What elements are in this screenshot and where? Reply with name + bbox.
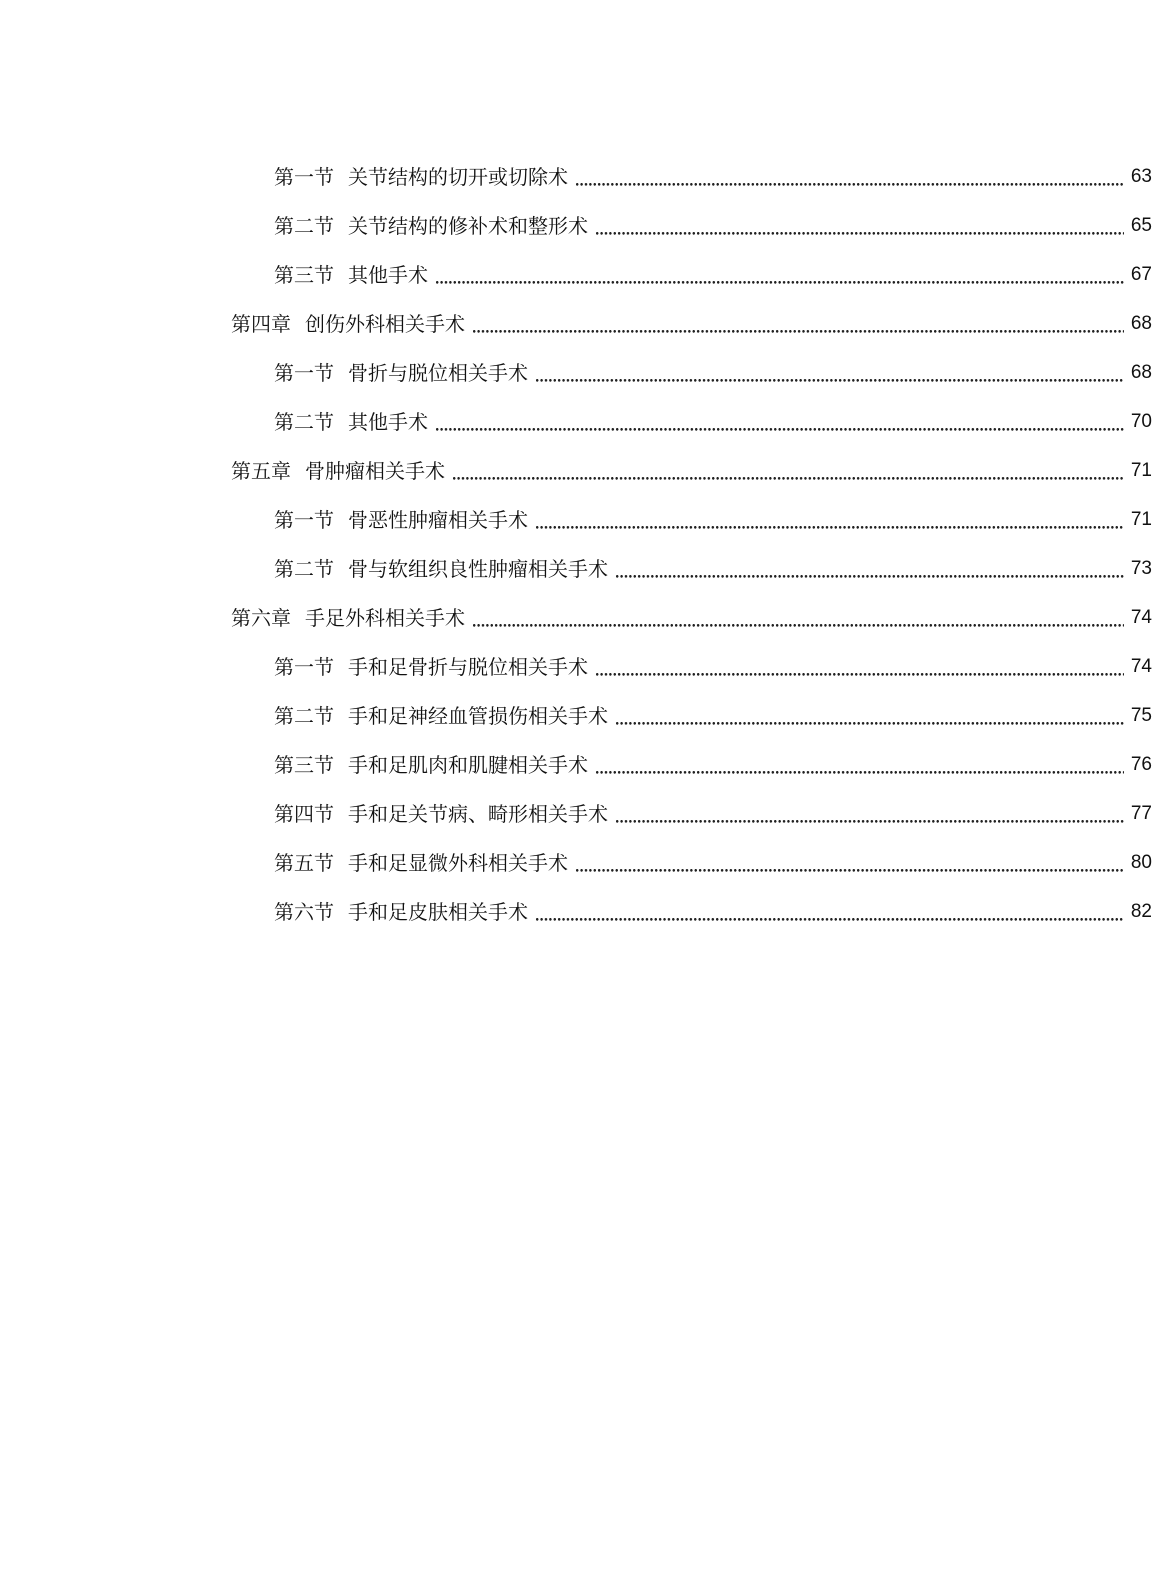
dot-leader [473, 312, 1124, 336]
page-number: 80 [1130, 851, 1152, 873]
section-number: 第一节 [274, 654, 334, 679]
section-title: 手和足神经血管损伤相关手术 [348, 703, 608, 728]
chapter-number: 第五章 [231, 458, 291, 483]
dot-leader [536, 508, 1124, 532]
chapter-title: 手足外科相关手术 [305, 605, 465, 630]
dot-leader [473, 606, 1124, 630]
section-title: 关节结构的切开或切除术 [348, 164, 568, 189]
chapter-title: 创伤外科相关手术 [305, 311, 465, 336]
section-title: 其他手术 [348, 262, 428, 287]
page-number: 68 [1130, 361, 1152, 383]
page-number: 65 [1130, 214, 1152, 236]
chapter-number: 第四章 [231, 311, 291, 336]
toc-section-entry[interactable] [0, 887, 1152, 936]
section-number: 第三节 [274, 262, 334, 287]
toc-section-entry[interactable] [0, 348, 1152, 397]
page-number: 73 [1130, 557, 1152, 579]
page-number: 74 [1130, 606, 1152, 628]
section-title: 手和足显微外科相关手术 [348, 850, 568, 875]
toc-section-entry[interactable] [0, 544, 1152, 593]
toc-chapter-entry[interactable] [0, 299, 1152, 348]
toc-section-entry[interactable] [0, 495, 1152, 544]
toc-chapter-entry[interactable] [0, 593, 1152, 642]
section-number: 第二节 [274, 213, 334, 238]
section-number: 第二节 [274, 409, 334, 434]
dot-leader [576, 851, 1124, 875]
section-number: 第一节 [274, 360, 334, 385]
toc-section-entry[interactable] [0, 691, 1152, 740]
section-title: 手和足关节病、畸形相关手术 [348, 801, 608, 826]
page-number: 67 [1130, 263, 1152, 285]
chapter-title: 骨肿瘤相关手术 [305, 458, 445, 483]
dot-leader [596, 214, 1124, 238]
section-title: 关节结构的修补术和整形术 [348, 213, 588, 238]
dot-leader [453, 459, 1124, 483]
section-number: 第五节 [274, 850, 334, 875]
dot-leader [436, 263, 1124, 287]
section-title: 手和足肌肉和肌腱相关手术 [348, 752, 588, 777]
section-number: 第一节 [274, 507, 334, 532]
section-number: 第六节 [274, 899, 334, 924]
section-title: 骨与软组织良性肿瘤相关手术 [348, 556, 608, 581]
dot-leader [576, 165, 1124, 189]
section-number: 第二节 [274, 703, 334, 728]
section-title: 手和足皮肤相关手术 [348, 899, 528, 924]
table-of-contents [0, 152, 1152, 936]
page-number: 71 [1130, 459, 1152, 481]
section-number: 第四节 [274, 801, 334, 826]
dot-leader [616, 557, 1124, 581]
toc-section-entry[interactable] [0, 789, 1152, 838]
page-number: 68 [1130, 312, 1152, 334]
page-number: 74 [1130, 655, 1152, 677]
toc-section-entry[interactable] [0, 250, 1152, 299]
page-number: 76 [1130, 753, 1152, 775]
page-number: 75 [1130, 704, 1152, 726]
dot-leader [436, 410, 1124, 434]
dot-leader [616, 704, 1124, 728]
section-number: 第二节 [274, 556, 334, 581]
toc-section-entry[interactable] [0, 152, 1152, 201]
dot-leader [536, 900, 1124, 924]
page-number: 63 [1130, 165, 1152, 187]
section-number: 第一节 [274, 164, 334, 189]
toc-section-entry[interactable] [0, 642, 1152, 691]
dot-leader [596, 753, 1124, 777]
toc-chapter-entry[interactable] [0, 446, 1152, 495]
page-number: 77 [1130, 802, 1152, 824]
section-title: 其他手术 [348, 409, 428, 434]
section-title: 骨恶性肿瘤相关手术 [348, 507, 528, 532]
toc-section-entry[interactable] [0, 838, 1152, 887]
toc-section-entry[interactable] [0, 740, 1152, 789]
section-number: 第三节 [274, 752, 334, 777]
toc-section-entry[interactable] [0, 397, 1152, 446]
section-title: 骨折与脱位相关手术 [348, 360, 528, 385]
section-title: 手和足骨折与脱位相关手术 [348, 654, 588, 679]
dot-leader [596, 655, 1124, 679]
page-number: 71 [1130, 508, 1152, 530]
dot-leader [536, 361, 1124, 385]
dot-leader [616, 802, 1124, 826]
page-number: 70 [1130, 410, 1152, 432]
chapter-number: 第六章 [231, 605, 291, 630]
toc-section-entry[interactable] [0, 201, 1152, 250]
page-number: 82 [1130, 900, 1152, 922]
